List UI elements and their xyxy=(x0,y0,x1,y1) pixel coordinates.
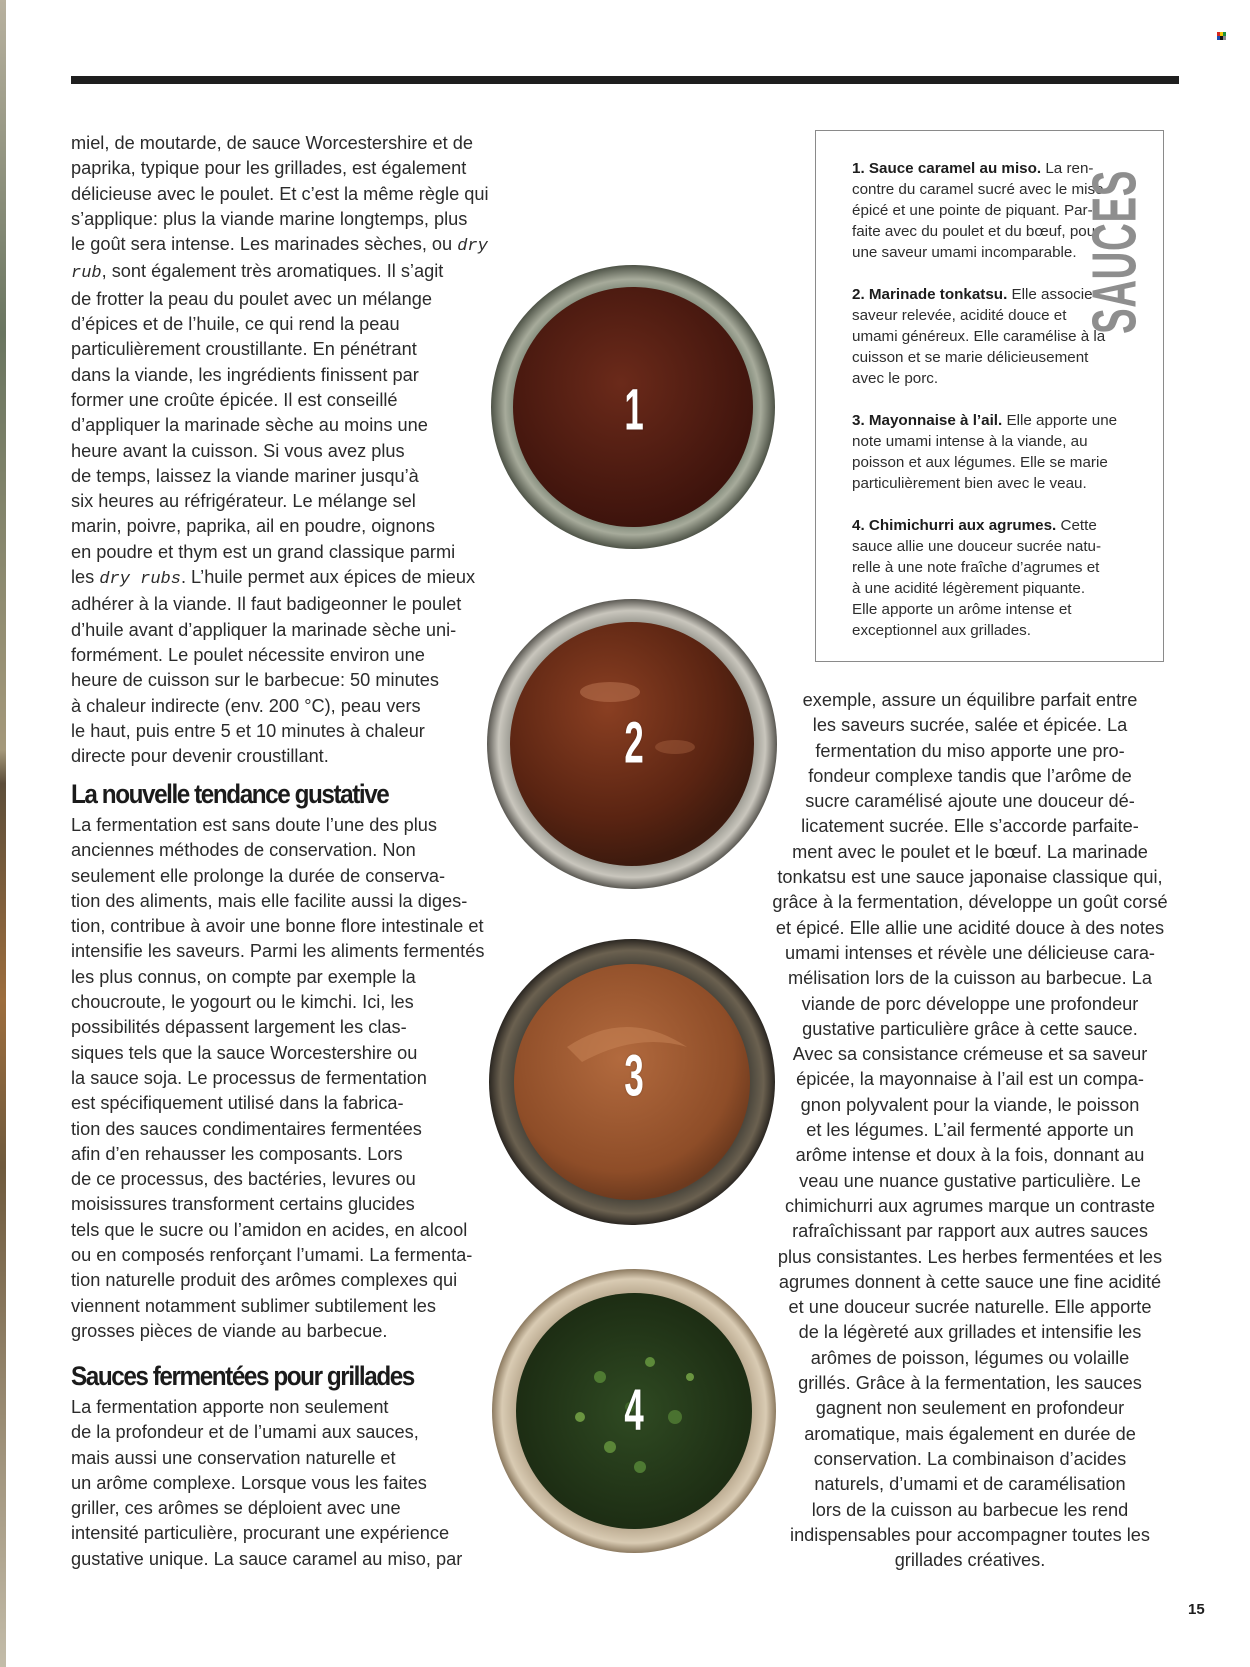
sauce-item-4: 4. Chimichurri aux agrumes. Cette sauce allie une douceur sucrée natu- relle à une note fraîche d’agrumes et à une acidité légèrement piquante. Elle apporte un arôme intense et exceptionnel aux grillades. xyxy=(852,517,1102,639)
section-sauces-text: La fermentation apporte non seulement de la profondeur et de l’umami aux sauces, mais aussi une conservation naturelle et un arôme complexe. Lorsque vous les faites griller, ces arômes se déploient avec une intensité particulière, procurant une expérience gustative unique. La sauce caramel au miso, par xyxy=(71,1397,463,1569)
bowl-number-3: 3 xyxy=(624,1043,644,1109)
intro-text: miel, de moutarde, de sauce Worcestershire et de paprika, typique pour les grillades, est également délicieuse avec le poulet. Et c’est la même règle qui s’applique: plus la viande marine longtemps, plus le goût sera intense. Les marinades sèches, ou dry rub, sont également très aromatiques. Il s’agit de frotter la peau du poulet avec un mélange d’épices et de l’huile, ce qui rend la peau particulièrement croustillante. En pénétrant dans la viande, les ingrédients finissent par former une croûte épicée. Il est conseillé d’appliquer la marinade sèche au moins une heure avant la cuisson. Si vous avez plus de temps, laissez la viande mariner jusqu’à six heures au réfrigérateur. Le mélange sel marin, poivre, paprika, ail en poudre, oignons en poudre et thym est un grand classique parmi les dry rubs. L’huile permet aux épices de mieux adhérer à la viande. Il faut badigeonner le poulet d’huile avant d’appliquer la marinade sèche uni- formément. Le poulet nécessite environ une heure de cuisson sur le barbecue: 50 minutes à chaleur indirecte (env. 200 °C), peau vers le haut, puis entre 5 et 10 minutes à chaleur directe pour devenir croustillant. xyxy=(71,133,489,767)
sauce-item-1: 1. Sauce caramel au miso. La ren- contre du caramel sucré avec le miso épicé et une pointe de piquant. Par- faite avec du poulet et du bœuf, pour une saveur umami incomparable. xyxy=(852,160,1104,261)
page-number: 15 xyxy=(1188,1601,1205,1618)
section-fermentation-text: La fermentation est sans doute l’une des plus anciennes méthodes de conservation. Non seulement elle prolonge la durée de conserva- tion des aliments, mais elle facilite aussi la diges- tion, contribue à avoir une bonne flore intestinale et intensifie les saveurs. Parmi les aliments fermentés les plus connus, on compte par exemple la choucroute, le yogourt ou le kimchi. Ici, les possibilités dépassent largement les clas- siques tels que la sauce Worcestershire ou la sauce soja. Le processus de fermentation est spécifiquement utilisé dans la fabrica- tion des sauces condimentaires fermentées afin d’en rehausser les composants. Lors de ce processus, des bactéries, levures ou moisissures transforment certains glucides tels que le sucre ou l’amidon en acides, en alcool ou en composés renforçant l’umami. La fermenta- tion naturelle produit des arômes complexes qui viennent notamment sublimer subtilement les grosses pièces de viande au barbecue. xyxy=(71,815,485,1341)
sauce-item-2: 2. Marinade tonkatsu. Elle associe saveur relevée, acidité douce et umami généreux. Elle caramélise à la cuisson et se marie délicieusement avec le porc. xyxy=(852,286,1106,387)
side-title-sauces: SAUCES xyxy=(1080,170,1150,334)
heading-sauces-fermentees: Sauces fermentées pour grillades xyxy=(71,1361,414,1391)
heading-nouvelle-tendance: La nouvelle tendance gustative xyxy=(71,779,389,809)
right-column-text: exemple, assure un équilibre parfait entre les saveurs sucrée, salée et épicée. La fermentation du miso apporte une pro- fondeur complexe tandis que l’arôme de sucre caramélisé ajoute une douceur dé- licatement sucrée. Elle s’accorde parfaite- ment avec le poulet et le bœuf. La marinade tonkatsu est une sauce japonaise classique qui, grâce à la fermentation, développe un goût corsé et épicé. Elle allie une acidité douce à des notes umami intenses et révèle une délicieuse cara- mélisation lors de la cuisson au barbecue. La viande de porc développe une profondeur gustative particulière grâce à cette sauce. Avec sa consistance crémeuse et sa saveur épicée, la mayonnaise à l’ail est un compa- gnon polyvalent pour la viande, le poisson et les légumes. L’ail fermenté apporte un arôme intense et doux à la fois, donnant au veau une nuance gustative particulière. Le chimichurri aux agrumes marque un contraste rafraîchissant par rapport aux autres sauces plus consistantes. Les herbes fermentées et les agrumes donnent à cette sauce une fine acidité et une douceur sucrée naturelle. Elle apporte de la légèreté aux grillades et intensifie les arômes de poisson, légumes ou volaille grillés. Grâce à la fermentation, les sauces gagnent non seulement en profondeur aromatique, mais également en durée de conservation. La combinaison d’acides naturels, d’umami et de caramélisation lors de la cuisson au barbecue les rend indispensables pour accompagner toutes les grillades créatives. xyxy=(772,690,1168,1571)
bowl-number-1: 1 xyxy=(624,377,644,443)
page-edge-strip xyxy=(0,0,6,1667)
print-color-mark xyxy=(1217,32,1226,41)
sauce-item-3: 3. Mayonnaise à l’ail. Elle apporte une note umami intense à la viande, au poisson et aux légumes. Elle se marie particulièrement bien avec le veau. xyxy=(852,412,1118,492)
top-rule xyxy=(71,76,1179,84)
bowl-number-2: 2 xyxy=(624,710,644,776)
bowl-number-4: 4 xyxy=(624,1377,644,1443)
